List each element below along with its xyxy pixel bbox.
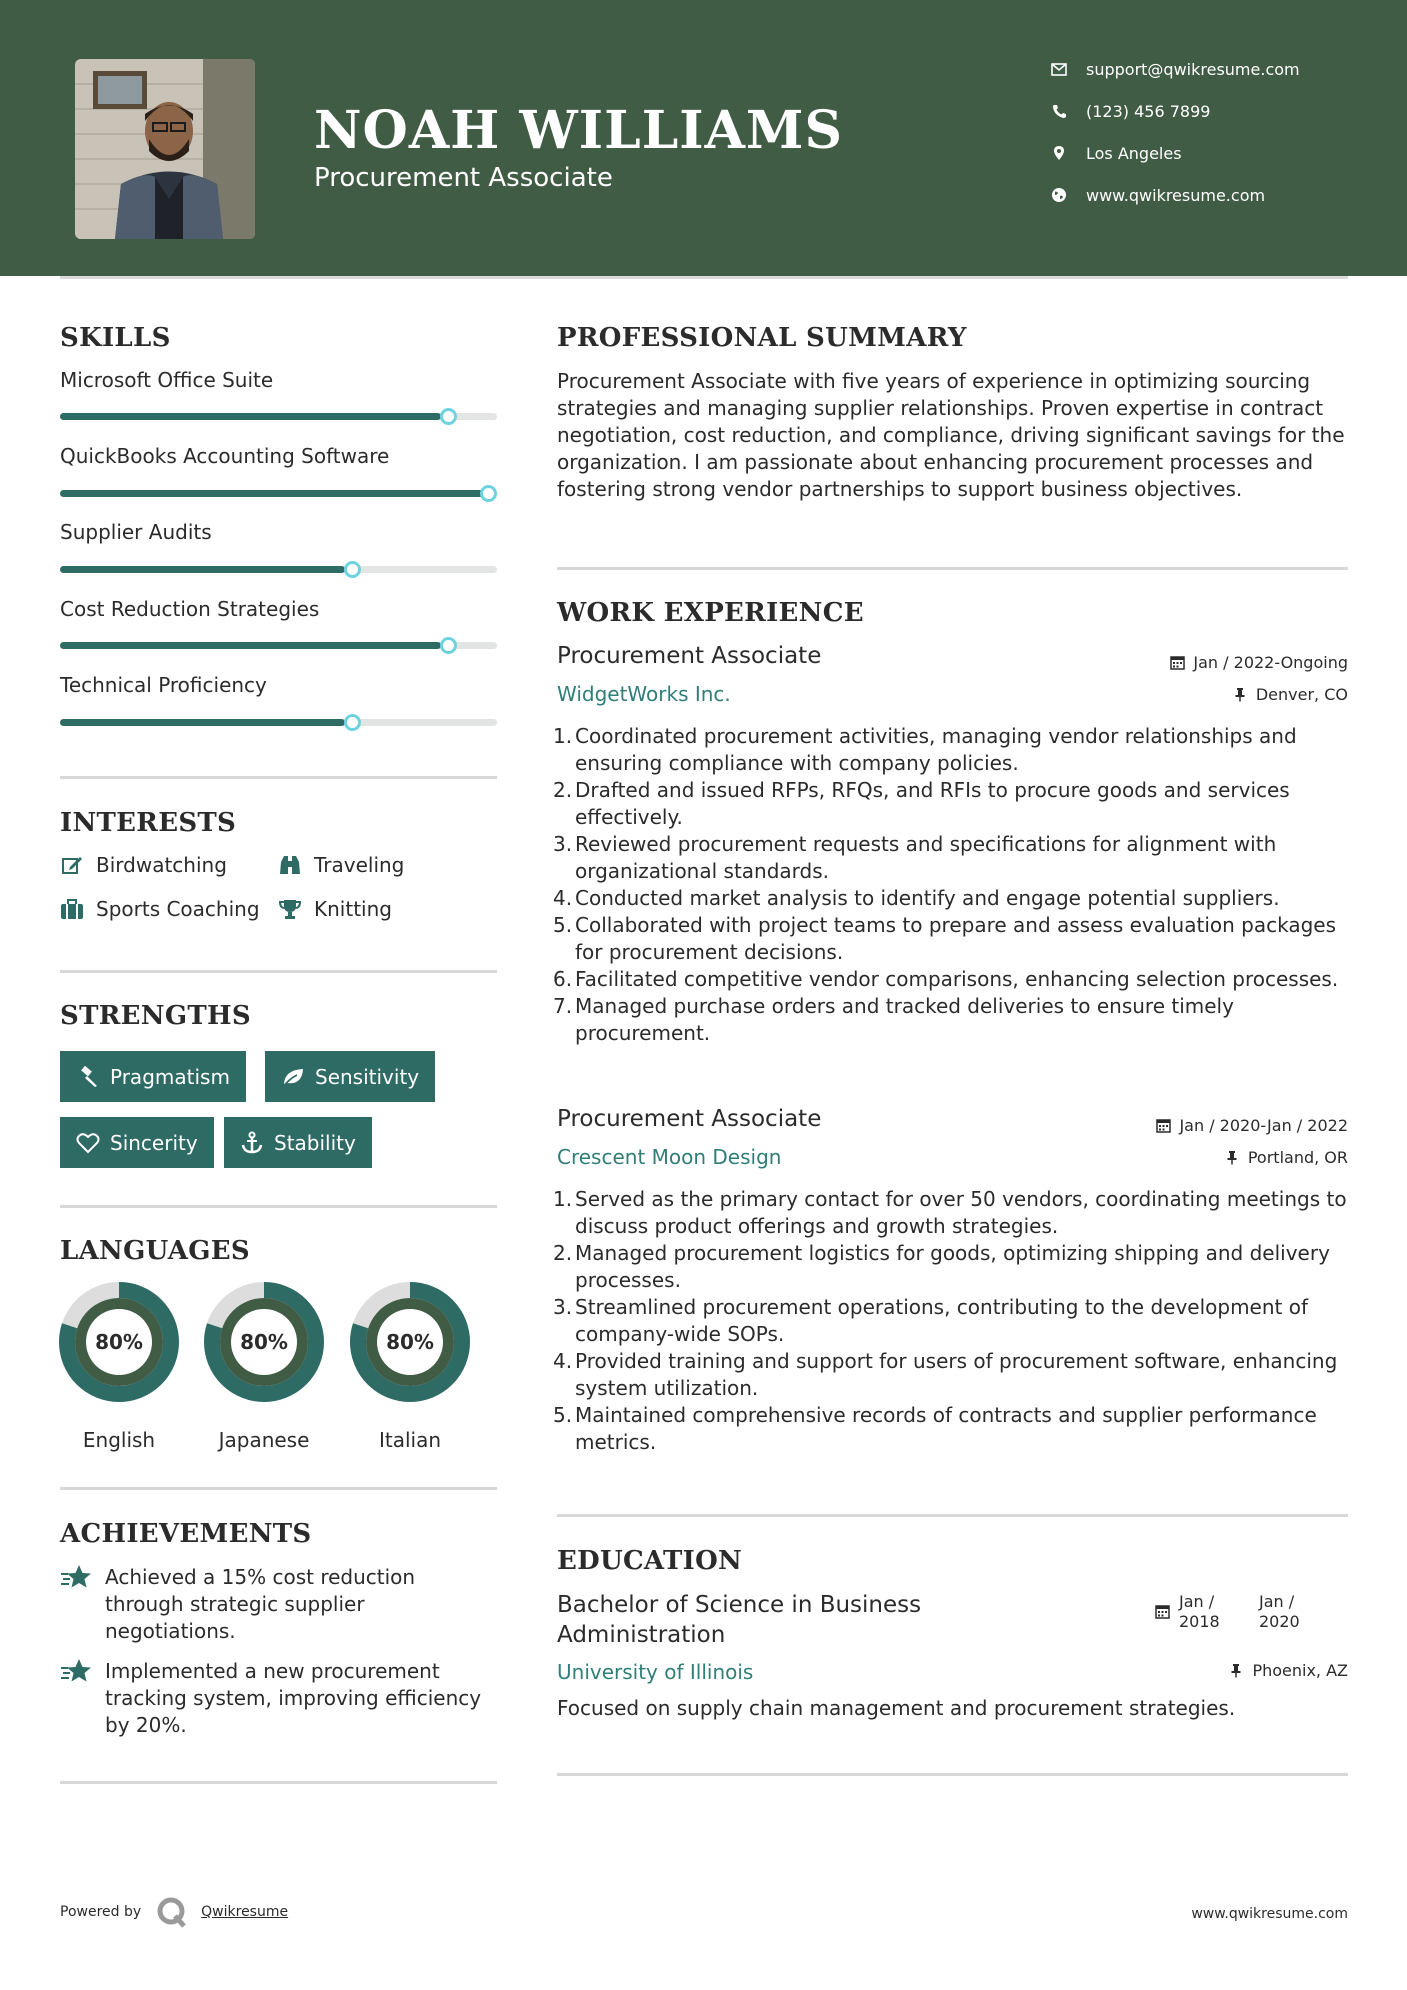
leaf-icon (281, 1065, 305, 1089)
skill-knob (440, 637, 457, 654)
star-icon (60, 1656, 92, 1688)
job-location (1224, 1148, 1348, 1167)
achievements-heading: ACHIEVEMENTS (60, 1519, 312, 1549)
experience-heading: WORK EXPERIENCE (557, 598, 864, 628)
skill-bar (60, 413, 497, 420)
calendar-icon (1155, 1604, 1171, 1620)
calendar-icon (1169, 655, 1185, 671)
education-location (1228, 1661, 1348, 1680)
heart-icon (76, 1131, 100, 1155)
section-divider (60, 1487, 497, 1490)
skill-label: Cost Reduction Strategies (60, 597, 320, 621)
list-item: 6. Facilitated competitive vendor comparisons, enhancing selection processes. (553, 967, 1339, 991)
footer-website[interactable]: www.qwikresume.com (1191, 1906, 1348, 1922)
language-percent: 80% (95, 1330, 143, 1354)
interest-item (278, 853, 404, 877)
skill-knob (440, 408, 457, 425)
company-name: WidgetWorks Inc. (557, 682, 731, 706)
list-item: 7. Managed purchase orders and tracked deliveries to ensure timely procurement. (553, 994, 1234, 1045)
section-divider (60, 970, 497, 973)
job-dates-text: Jan / 2020-Jan / 2022 (1179, 1116, 1348, 1135)
education-heading: EDUCATION (557, 1546, 743, 1576)
job-location (1232, 685, 1348, 704)
list-item: 4. Provided training and support for users of procurement software, enhancing system utilization. (553, 1349, 1338, 1400)
list-item: 4. Conducted market analysis to identify and engage potential suppliers. (553, 886, 1280, 910)
calendar-icon (1155, 1118, 1171, 1134)
qwikresume-link[interactable]: Qwikresume (201, 1904, 289, 1920)
education-start: Jan / 2018 (1179, 1592, 1220, 1631)
section-divider (60, 1205, 497, 1208)
company-name: Crescent Moon Design (557, 1145, 782, 1169)
interest-item (278, 897, 392, 921)
strength-badge (60, 1051, 246, 1102)
phone-icon (1050, 102, 1068, 120)
interest-label: Sports Coaching (96, 897, 260, 921)
binoculars-icon (278, 853, 302, 877)
language-gauge (57, 1280, 181, 1404)
strengths-heading: STRENGTHS (60, 1001, 251, 1031)
contact-location-text: Los Angeles (1086, 143, 1182, 163)
skill-label: QuickBooks Accounting Software (60, 444, 390, 468)
list-item: 1. Coordinated procurement activities, managing vendor relationships and ensuring compliance with company policies. (553, 724, 1297, 775)
section-divider (60, 776, 497, 779)
school-name: University of Illinois (557, 1660, 754, 1684)
skill-bar (60, 490, 497, 497)
language-percent: 80% (386, 1330, 434, 1354)
education-location-text: Phoenix, AZ (1252, 1661, 1348, 1680)
powered-by (60, 1895, 288, 1929)
interest-item (60, 897, 260, 921)
language-name: Italian (378, 1428, 442, 1452)
strength-badge (60, 1117, 214, 1168)
section-divider (557, 567, 1348, 570)
strength-label: Sincerity (110, 1130, 198, 1155)
languages-heading: LANGUAGES (60, 1236, 250, 1266)
strength-badge (224, 1117, 372, 1168)
contact-email-text: support@qwikresume.com (1086, 59, 1300, 79)
language-item (57, 1280, 181, 1452)
achievement-item (60, 1564, 499, 1645)
contact-email[interactable] (1050, 57, 1300, 81)
map-marker-icon (1050, 144, 1068, 162)
interest-label: Traveling (314, 853, 405, 877)
pin-icon (1228, 1663, 1244, 1679)
star-icon (60, 1562, 92, 1594)
language-item (202, 1280, 326, 1452)
list-item: 5. Maintained comprehensive records of contracts and supplier performance metrics. (553, 1403, 1317, 1454)
strength-label: Stability (274, 1130, 356, 1155)
contact-phone-text: (123) 456 7899 (1086, 101, 1211, 121)
skill-knob (480, 485, 497, 502)
powered-by-label: Powered by (60, 1904, 142, 1920)
pin-icon (1224, 1150, 1240, 1166)
pin-icon (1232, 687, 1248, 703)
contact-website[interactable] (1050, 183, 1265, 207)
job-location-text: Denver, CO (1255, 685, 1348, 704)
list-item: 3. Streamlined procurement operations, contributing to the development of company-wide SOPs. (553, 1295, 1309, 1346)
education-end: Jan / 2020 (1259, 1592, 1300, 1631)
skill-label: Microsoft Office Suite (60, 368, 274, 392)
job-title: Procurement Associate (557, 643, 822, 669)
contact-phone[interactable] (1050, 99, 1210, 123)
qwikresume-logo-icon (155, 1895, 189, 1929)
skill-bar (60, 642, 497, 649)
list-item: 1. Served as the primary contact for over 50 vendors, coordinating meetings to discuss product offerings and growth strategies. (553, 1187, 1347, 1238)
anchor-icon (240, 1131, 264, 1155)
resume-header (0, 0, 1407, 276)
job-dates (1155, 1116, 1348, 1135)
edit-icon (60, 853, 84, 877)
candidate-title: Procurement Associate (314, 163, 613, 193)
section-divider (557, 1773, 1348, 1776)
list-item: 2. Managed procurement logistics for goods, optimizing shipping and delivery processes. (553, 1241, 1330, 1292)
language-gauge (202, 1280, 326, 1404)
interest-item (60, 853, 227, 877)
job-bullets (553, 1186, 1353, 1456)
skill-knob (344, 561, 361, 578)
skill-label: Technical Proficiency (60, 673, 267, 697)
strength-label: Sensitivity (315, 1064, 420, 1089)
achievement-item (60, 1658, 499, 1739)
degree-title: Bachelor of Science in Business Administration (557, 1592, 922, 1648)
skill-bar (60, 566, 497, 573)
language-gauge (348, 1280, 472, 1404)
candidate-name: NOAH WILLIAMS (314, 100, 844, 161)
section-divider (557, 1514, 1348, 1517)
job-bullets (553, 723, 1353, 1047)
skills-heading: SKILLS (60, 323, 171, 353)
job-dates-text: Jan / 2022-Ongoing (1193, 653, 1348, 672)
achievement-text: Implemented a new procurement tracking system, improving efficiency by 20%. (105, 1659, 482, 1737)
job-dates (1169, 653, 1348, 672)
list-item: 3. Reviewed procurement requests and specifications for alignment with organizational standards. (553, 832, 1277, 883)
skill-knob (344, 714, 361, 731)
job-location-text: Portland, OR (1247, 1148, 1348, 1167)
summary-text: Procurement Associate with five years of experience in optimizing sourcing strategies and managing supplier relationships. Proven expertise in contract negotiation, cost reduction, and compliance, driving significant savings for the organization. I am passionate about enhancing procurement processes and fostering strong vendor partnerships to support business objectives. (557, 369, 1345, 501)
interest-label: Birdwatching (96, 853, 227, 877)
skill-bar (60, 719, 497, 726)
interests-heading: INTERESTS (60, 808, 237, 838)
profile-photo (75, 59, 255, 239)
achievement-text: Achieved a 15% cost reduction through strategic supplier negotiations. (105, 1565, 416, 1643)
globe-icon (1050, 186, 1068, 204)
language-name: Japanese (218, 1428, 310, 1452)
trophy-icon (278, 897, 302, 921)
summary-heading: PROFESSIONAL SUMMARY (557, 323, 967, 353)
strength-label: Pragmatism (110, 1064, 230, 1089)
language-item (348, 1280, 472, 1452)
envelope-icon (1050, 60, 1068, 78)
briefcase-icon (60, 897, 84, 921)
header-divider (60, 276, 1348, 279)
section-divider (60, 1781, 497, 1784)
interest-label: Knitting (314, 897, 392, 921)
education-description: Focused on supply chain management and procurement strategies. (557, 1696, 1236, 1720)
list-item: 5. Collaborated with project teams to prepare and assess evaluation packages for procurement decisions. (553, 913, 1337, 964)
job-title: Procurement Associate (557, 1106, 822, 1132)
list-item: 2. Drafted and issued RFPs, RFQs, and RFIs to procure goods and services effectively. (553, 778, 1290, 829)
gavel-icon (76, 1065, 100, 1089)
language-percent: 80% (240, 1330, 288, 1354)
contact-location (1050, 141, 1182, 165)
language-name: English (82, 1428, 156, 1452)
education-dates (1155, 1592, 1319, 1632)
skill-label: Supplier Audits (60, 520, 212, 544)
contact-website-text: www.qwikresume.com (1086, 185, 1266, 205)
strength-badge (265, 1051, 435, 1102)
